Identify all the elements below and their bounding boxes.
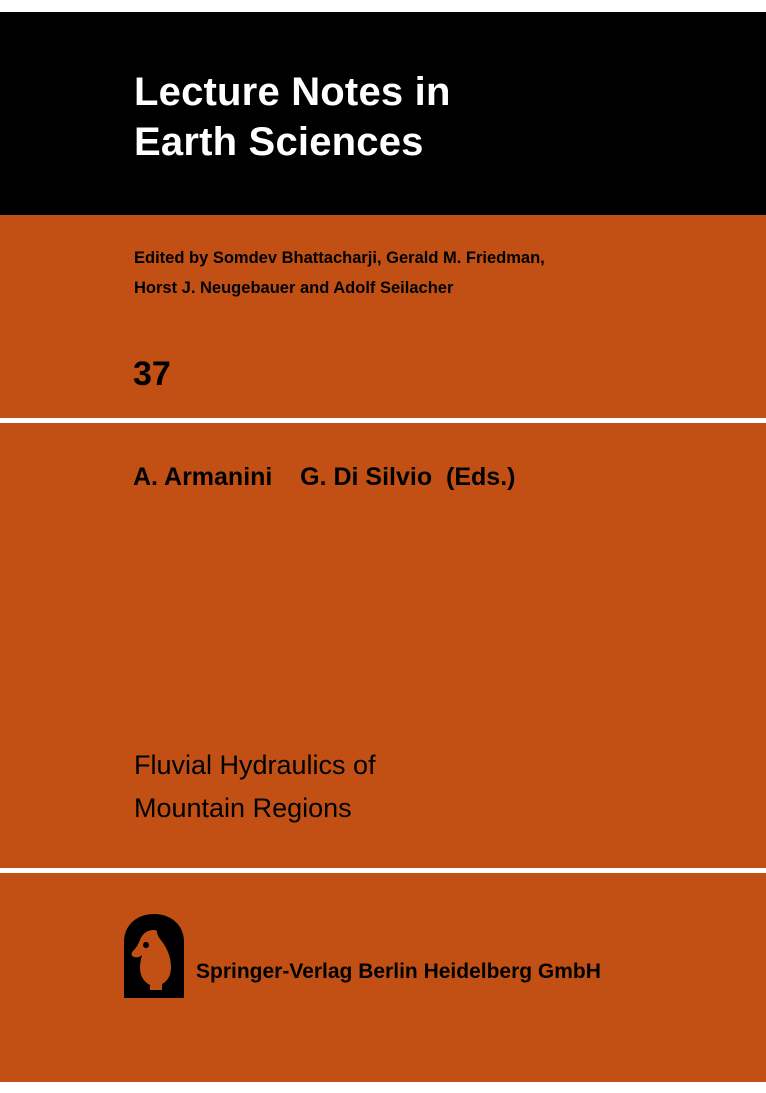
- series-header-band: [0, 12, 766, 215]
- publisher-name: Springer-Verlag Berlin Heidelberg GmbH: [196, 960, 601, 983]
- divider-bottom: [0, 868, 766, 873]
- series-title-line-1: Lecture Notes in: [134, 70, 451, 114]
- series-editors: [134, 243, 714, 303]
- book-title-line-2: Mountain Regions: [134, 793, 352, 823]
- publisher-row: [116, 912, 736, 1002]
- series-title-line-2: Earth Sciences: [134, 120, 424, 164]
- series-editors-line-2: Horst J. Neugebauer and Adolf Seilacher: [134, 279, 454, 297]
- series-editors-line-1: Edited by Somdev Bhattacharji, Gerald M. Friedman,: [134, 249, 545, 267]
- volume-number: 37: [133, 355, 171, 393]
- divider-top: [0, 418, 766, 423]
- editors-names: A. Armanini G. Di Silvio (Eds.): [133, 463, 516, 491]
- book-title-line-1: Fluvial Hydraulics of: [134, 750, 376, 780]
- series-title: [134, 67, 694, 167]
- book-title: [134, 744, 734, 830]
- springer-knight-logo: [116, 912, 192, 998]
